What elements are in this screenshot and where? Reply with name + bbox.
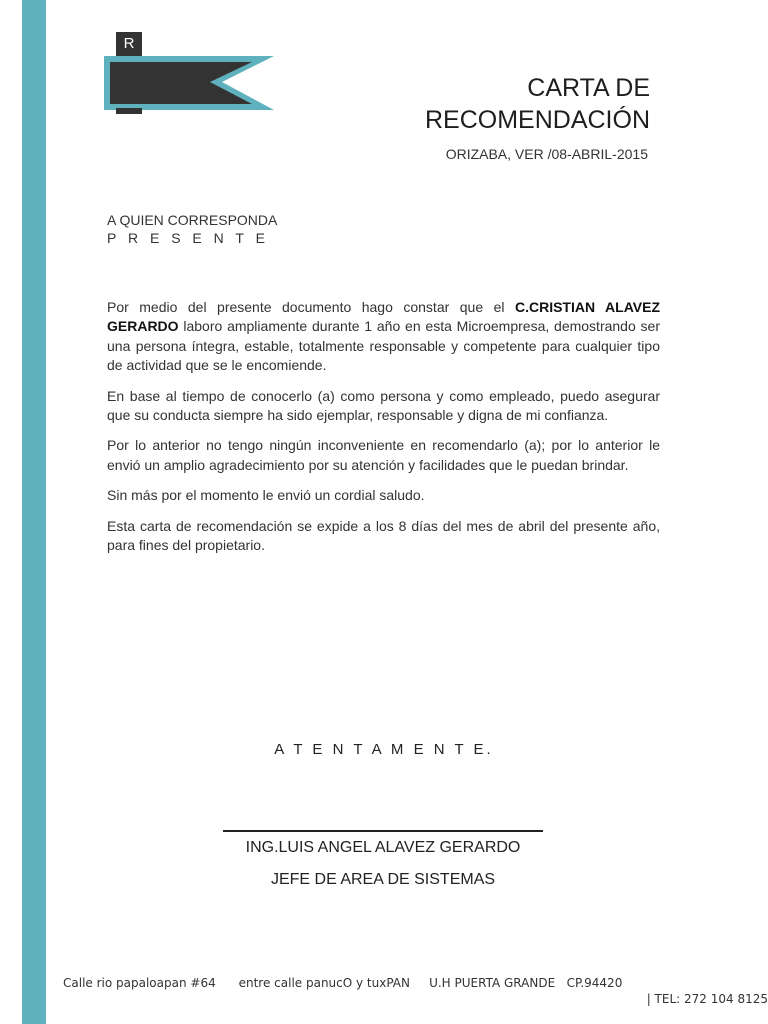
place-date: ORIZABA, VER /08-ABRIL-2015 [445, 146, 648, 162]
paragraph-3: Por lo anterior no tengo ningún inconveniente en recomendarlo (a); por lo anterior le envió un amplio agradecimiento por su atención y facilidades que le puedan brindar. [107, 437, 660, 473]
title-line-2: RECOMENDACIÓN [424, 106, 650, 134]
recommended-person-name: C.CRISTIAN ALAVEZ GERARDO [107, 299, 660, 335]
greeting-line: A QUIEN CORRESPONDA [107, 212, 278, 228]
signature-line [223, 830, 543, 832]
logo-letter: R [116, 32, 142, 56]
ribbon-banner-icon [104, 54, 276, 116]
letter-body [107, 298, 660, 566]
paragraph-2: En base al tiempo de conocerlo (a) como persona y como empleado, puedo asegurar que su conducta siempre ha sido ejemplar, responsable y digna de mi confianza. [107, 387, 660, 424]
greeting [107, 211, 277, 247]
paragraph-1-intro: Por medio del presente documento hago constar que el [107, 299, 515, 315]
paragraph-1-rest: laboro ampliamente durante 1 año en esta Microempresa, demostrando ser una persona íntegra, estable, totalmente responsable y competente para cualquier tipo de actividad que se le encomiende. [107, 318, 660, 374]
side-accent-bar [22, 0, 46, 1024]
signer-name: ING.LUIS ANGEL ALAVEZ GERARDO [245, 839, 521, 856]
presente-line: P R E S E N T E [107, 230, 269, 246]
paragraph-1 [107, 298, 660, 376]
signer-title: JEFE DE AREA DE SISTEMAS [270, 871, 496, 888]
paragraph-4: Sin más por el momento le envió un cordial saludo. [107, 487, 425, 504]
footer-phone: | TEL: 272 104 8125 [646, 992, 768, 1006]
title-line-1: CARTA DE [527, 74, 650, 102]
closing: A T E N T A M E N T E. [274, 741, 494, 758]
paragraph-5: Esta carta de recomendación se expide a los 8 días del mes de abril del presente año, para fines del propietario. [107, 517, 660, 554]
logo [104, 32, 276, 116]
footer-address: Calle rio papaloapan #64 entre calle panucO y tuxPAN U.H PUERTA GRANDE CP.94420 [63, 976, 623, 990]
document-title [425, 72, 650, 136]
